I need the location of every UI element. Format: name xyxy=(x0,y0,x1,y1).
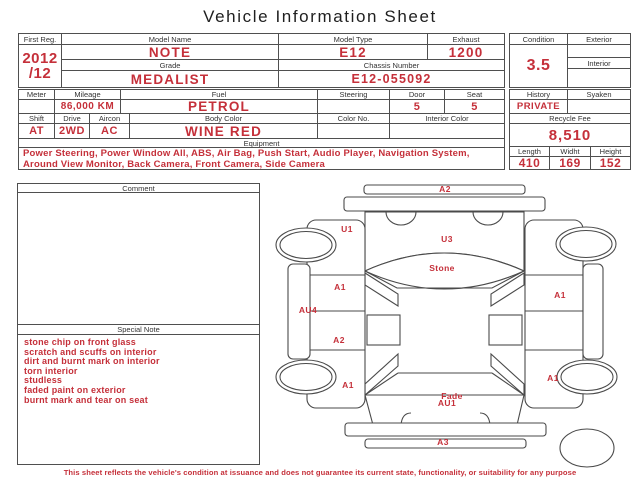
first-reg-month: /12 xyxy=(28,65,52,82)
mileage-header: Mileage xyxy=(55,90,121,100)
special-note-item: stone chip on front glass xyxy=(24,337,137,347)
model-type-value: E12 xyxy=(279,45,428,60)
special-note-item: burnt mark and tear on seat xyxy=(24,394,148,405)
drive-header: Drive xyxy=(55,114,90,124)
height-header: Height xyxy=(591,147,630,157)
equipment-header: Equipment xyxy=(19,139,504,148)
condition-value: 3.5 xyxy=(510,45,568,87)
syaken-value xyxy=(568,100,630,114)
condition-table xyxy=(509,33,631,88)
equipment-value: Power Steering, Power Window All, ABS, Air Bag, Push Start, Audio Player, Navigation System, Around View Monitor, Back Camera, Front Camera, Side Camera xyxy=(23,148,470,169)
recycle-fee-value: 8,510 xyxy=(510,124,630,147)
color-no-value xyxy=(318,124,390,139)
seat-value: 5 xyxy=(445,100,504,114)
steering-header: Steering xyxy=(318,90,390,100)
chassis-number-header: Chassis Number xyxy=(279,60,504,71)
special-note-item: dirt and burnt mark on interior xyxy=(24,356,160,367)
grade-header: Grade xyxy=(62,60,279,71)
special-note-item: studless xyxy=(24,375,63,386)
meter-value xyxy=(19,100,55,114)
exterior-header: Exterior xyxy=(568,34,630,45)
marker-a1-right-rear-fender: A1 xyxy=(547,373,559,383)
model-type-header: Model Type xyxy=(279,34,428,45)
interior-color-value xyxy=(390,124,504,139)
marker-a1-right-front-door: A1 xyxy=(554,290,566,300)
exhaust-header: Exhaust xyxy=(428,34,504,45)
fuel-value: PETROL xyxy=(121,100,318,114)
aircon-value: AC xyxy=(90,124,130,139)
model-name-header: Model Name xyxy=(62,34,279,45)
width-value: 169 xyxy=(550,157,591,169)
marker-au1-trunk: AU1 xyxy=(437,398,457,408)
door-value: 5 xyxy=(390,100,445,114)
marker-a1-left-rear-fender: A1 xyxy=(342,380,354,390)
door-header: Door xyxy=(390,90,445,100)
car-damage-diagram xyxy=(270,178,636,470)
body-color-header: Body Color xyxy=(130,114,318,124)
width-header: Widht xyxy=(550,147,591,157)
first-reg-value xyxy=(19,45,62,87)
exterior-value xyxy=(568,45,630,58)
interior-value xyxy=(568,69,630,87)
history-fee-table xyxy=(509,89,631,170)
height-value: 152 xyxy=(599,157,622,169)
history-header: History xyxy=(510,90,568,100)
marker-au4-left-sill: AU4 xyxy=(298,305,318,315)
vehicle-identity-table xyxy=(18,33,505,88)
marker-a2-front-bumper: A2 xyxy=(439,184,451,194)
history-value: PRIVATE xyxy=(510,100,568,114)
shift-value: AT xyxy=(19,124,55,139)
vehicle-spec-table xyxy=(18,89,505,170)
special-note-item: faded paint on exterior xyxy=(24,384,126,395)
marker-u3-hood: U3 xyxy=(441,234,453,244)
shift-header: Shift xyxy=(19,114,55,124)
first-reg-year: 2012 xyxy=(22,50,58,67)
page-title: Vehicle Information Sheet xyxy=(203,7,437,26)
marker-a3-rear-bumper: A3 xyxy=(437,437,449,447)
grade-value: MEDALIST xyxy=(62,71,279,87)
marker-fade-rear-window: Fade xyxy=(441,391,463,401)
marker-u1-left-front-fender: U1 xyxy=(341,224,353,234)
comment-box xyxy=(17,183,260,465)
length-header: Length xyxy=(510,147,550,157)
special-note-item: torn interior xyxy=(24,365,78,376)
fuel-header: Fuel xyxy=(121,90,318,100)
first-reg-header: First Reg. xyxy=(19,34,62,45)
mileage-value: 86,000 KM xyxy=(55,100,121,114)
steering-value xyxy=(318,100,390,114)
drive-value: 2WD xyxy=(55,124,90,139)
marker-a1-left-front-door: A1 xyxy=(334,282,346,292)
footer-disclaimer: This sheet reflects the vehicle's condition at issuance and does not guarantee its current state, functionality, or suitability for any purpose xyxy=(63,468,577,477)
special-note-item: scratch and scuffs on interior xyxy=(24,346,157,357)
color-no-header: Color No. xyxy=(318,114,390,124)
aircon-header: Aircon xyxy=(90,114,130,124)
marker-stone-windshield: Stone xyxy=(429,263,455,273)
interior-header: Interior xyxy=(568,58,630,69)
body-color-value: WINE RED xyxy=(130,124,318,139)
model-name-value: NOTE xyxy=(62,45,279,60)
recycle-fee-header: Recycle Fee xyxy=(510,114,630,124)
meter-header: Meter xyxy=(19,90,55,100)
condition-header: Condition xyxy=(510,34,568,45)
seat-header: Seat xyxy=(445,90,504,100)
chassis-number-value: E12-055092 xyxy=(351,72,432,86)
special-note-list xyxy=(18,335,259,464)
special-note-header: Special Note xyxy=(18,325,259,335)
syaken-header: Syaken xyxy=(568,90,630,100)
exhaust-value: 1200 xyxy=(428,45,504,60)
length-value: 410 xyxy=(510,157,550,169)
comment-area xyxy=(18,193,259,325)
damage-markers xyxy=(270,178,636,470)
marker-a2-left-rear-door: A2 xyxy=(333,335,345,345)
interior-color-header: Interior Color xyxy=(390,114,504,124)
comment-header: Comment xyxy=(18,184,259,193)
